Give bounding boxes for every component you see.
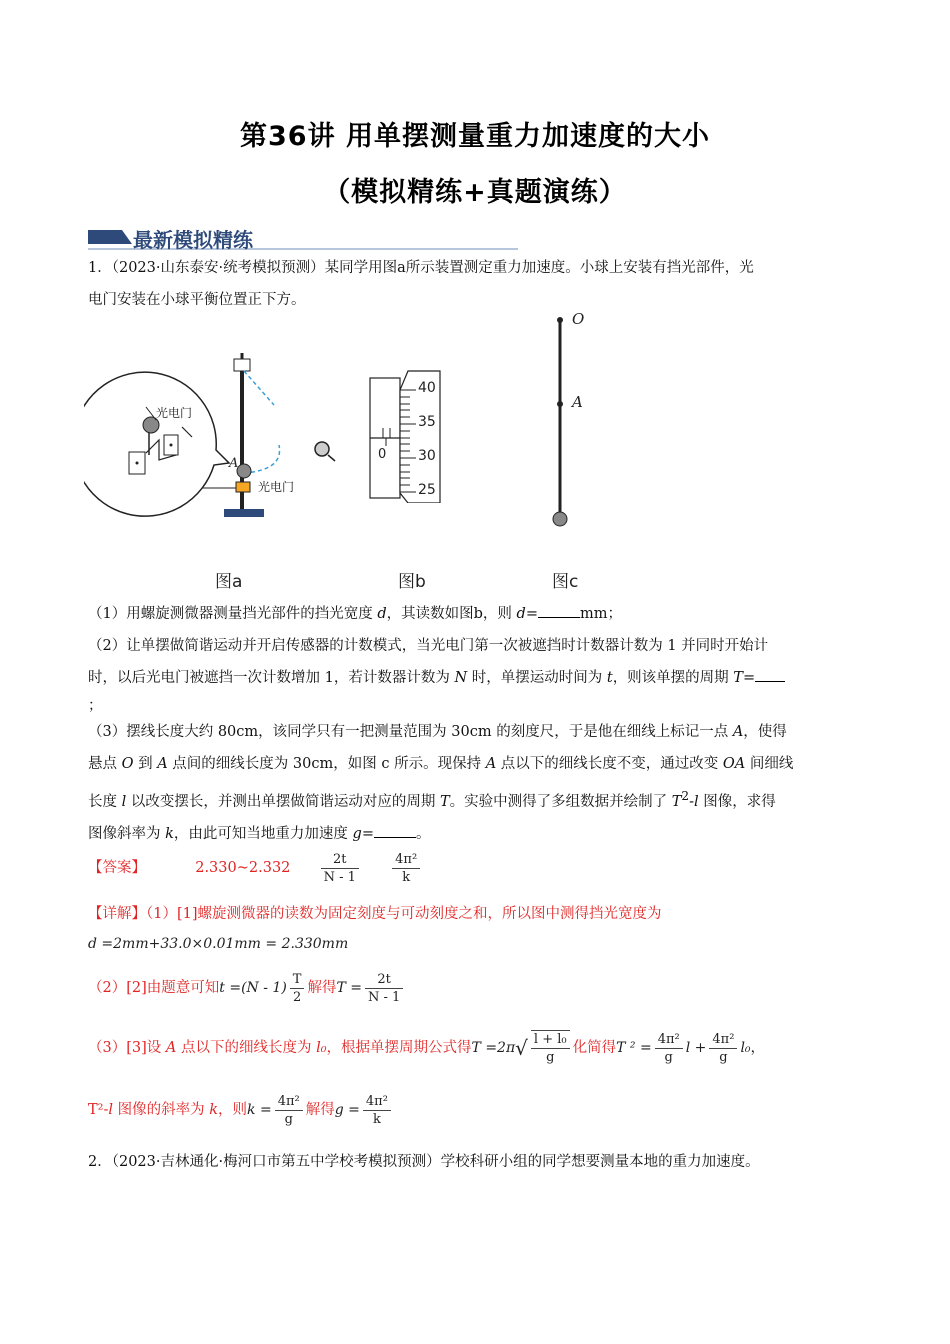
question-1-part-3: （3）摆线长度大约 80cm，该同学只有一把测量范围为 30cm 的刻度尺，于是他在细线上标记一点 A，使得 悬点 O 到 A 点间的细线长度为 30cm，如图 c 所示。现保持 A 点以下的细线长度不变，通过改变 OA 间细线 长度 l 以改变摆长，并测出单摆做简谐运动对应的周期 T。实验中测得了多组数据并绘制了 $T^2-l$ 图像，求得 图像斜率为 k，由此可知当地重力加速度 g= 。 [88,724,794,842]
question-1-intro [88,252,864,316]
answer-fraction-2: $\frac{\text{4π²}}{k}$ [392,851,420,886]
answer-blank-g[interactable] [374,823,416,838]
page-title: 第36讲 用单摆测量重力加速度的大小 [240,121,710,152]
section-heading: 最新模拟精练 [133,228,253,252]
micrometer-tick-25: 25 [418,482,436,498]
explanation-equation-1: d =2mm+33.0×0.01mm = 2.330mm [88,936,349,952]
caption-figure-a: 图a [215,572,243,592]
photogate-label-zoom: 光电门 [156,406,193,420]
explanation-part-1: 【详解】（1）[1]螺旋测微器的读数为固定刻度与可动刻度之和，所以图中测得挡光宽度为 [88,906,662,922]
point-a-label-fig-c: A [572,393,583,411]
answer-line [88,848,864,888]
answer-blank-d[interactable] [538,603,580,618]
answer-label: 【答案】 [88,860,146,876]
explanation-part-3: （3）[3]设 A 点以下的细线长度为 l₀，根据单摆周期公式得T =2π√ $\frac{\text{l + l₀}}{g}$ 化简得T ² = $\frac{\text{4π²}}{g}$ l + $\frac{\text{4π²}}{g}$ l₀， [88,1031,766,1065]
question-1-part-2: （2）让单摆做简谐运动并开启传感器的计数模式，当光电门第一次被遮挡时计数器计数为 1 并同时开始计 时，以后光电门被遮挡一次计数增加 1，若计数器计数为 N 时，单摆运动时间为 t，则该单摆的周期 T= ； [88,630,864,718]
q1-intro-line2: 电门安装在小球平衡位置正下方。 [88,292,306,308]
point-a-label-fig-a: A [229,456,239,471]
explanation-part-2: （2）[2]由题意可知t =(N - 1) $\frac{T}{2}$ 解得T = $\frac{2t}{N - 1}$ [88,966,864,1010]
micrometer-zero: 0 [378,447,387,462]
caption-figure-b: 图b [398,572,426,592]
figure-c-pendulum [550,312,580,532]
photogate-label: 光电门 [258,480,295,494]
explanation-label: 【详解】 [88,906,146,922]
micrometer-tick-30: 30 [418,448,436,464]
answer-blank-period[interactable] [755,667,785,682]
micrometer-tick-35: 35 [418,414,436,430]
answer-value-1: 2.330~2.332 [195,860,291,876]
micrometer-tick-40: 40 [418,380,436,396]
point-o-label: O [572,310,585,328]
question-1-part-1: （1）用螺旋测微器测量挡光部件的挡光宽度 d，其读数如图b，则 d= mm； [88,598,864,630]
page-subtitle: （模拟精练+真题演练） [323,177,627,208]
answer-fraction-1: $\frac{2t}{N - 1}$ [321,851,359,886]
q1-intro-line1: 1．（2023·山东泰安·统考模拟预测）某同学用图a所示装置测定重力加速度。小球上安装有挡光部件，光 [88,260,754,276]
caption-figure-c: 图c [552,572,579,592]
explanation-part-4: T²-l 图像的斜率为 k，则k = $\frac{\text{4π²}}{g}$ 解得g = $\frac{\text{4π²}}{k}$ [88,1088,864,1132]
question-2-intro: 2．（2023·吉林通化·梅河口市第五中学校考模拟预测）学校科研小组的同学想要测量本地的重力加速度。 [88,1154,760,1170]
figure-a-pendulum [280,395,340,465]
figure-a [84,345,284,525]
